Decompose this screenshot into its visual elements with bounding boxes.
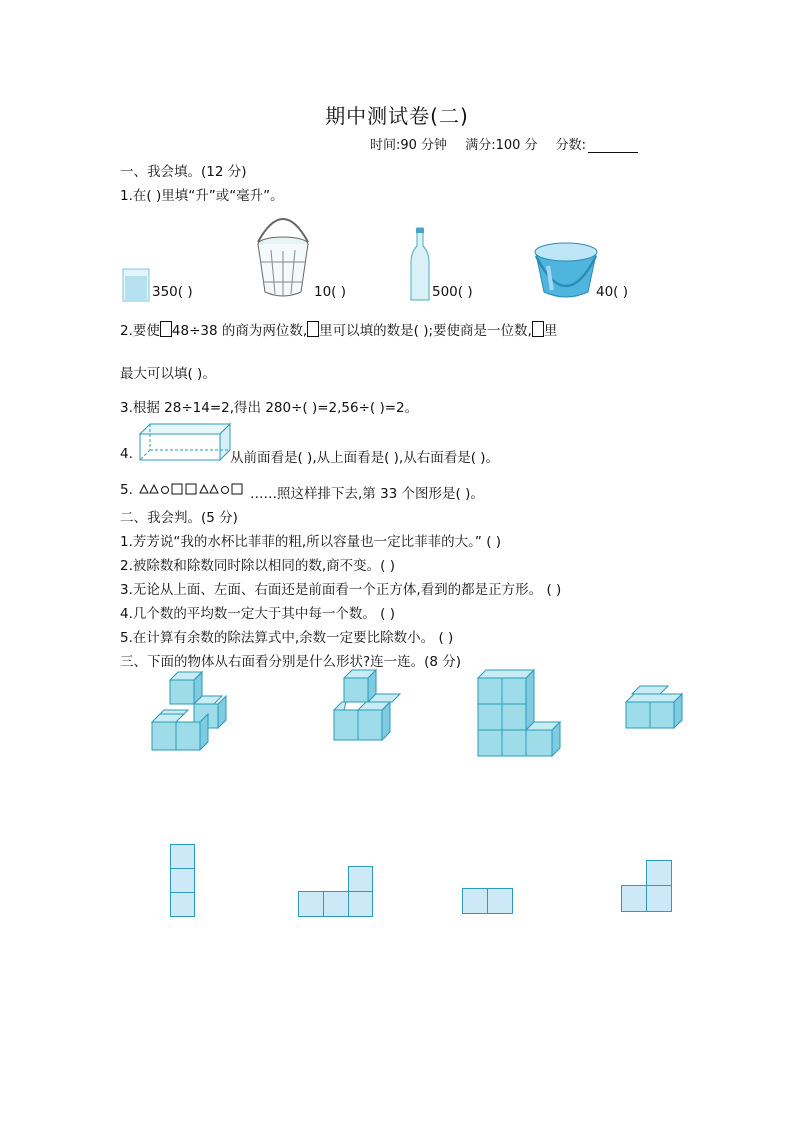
full-score: 满分:100 分 bbox=[465, 138, 538, 153]
cuboid-icon bbox=[140, 424, 230, 462]
q3-text: 3.根据 28÷14=2,得出 280÷( )=2,56÷( )=2。 bbox=[120, 400, 419, 416]
judge-item-5: 5.在计算有余数的除法算式中,余数一定要比除数小。 ( ) bbox=[120, 630, 454, 646]
judge-item-1: 1.芳芳说“我的水杯比菲菲的粗,所以容量也一定比菲菲的大。” ( ) bbox=[120, 534, 502, 550]
glass-icon bbox=[122, 268, 152, 302]
q2-post: 里可以填的数是( );要使商是一位数, bbox=[319, 323, 532, 339]
cube-object-4[interactable] bbox=[624, 686, 690, 734]
page-title: 期中测试卷(二) bbox=[325, 104, 469, 128]
exam-meta bbox=[370, 134, 652, 153]
circle-icon bbox=[222, 487, 229, 494]
q1-blank-2[interactable]: 10( ) bbox=[314, 284, 347, 300]
q1-blank-3[interactable]: 500( ) bbox=[432, 284, 473, 300]
circle-icon bbox=[162, 487, 169, 494]
q2-text-cont: 最大可以填( )。 bbox=[120, 366, 216, 382]
view-shape-2[interactable] bbox=[298, 866, 374, 918]
q2-text bbox=[120, 319, 557, 339]
square-icon bbox=[186, 484, 196, 494]
triangle-icon bbox=[150, 485, 158, 493]
cube-object-3[interactable] bbox=[476, 670, 568, 760]
square-icon bbox=[232, 484, 242, 494]
q5-number: 5. bbox=[120, 482, 133, 498]
judge-item-4: 4.几个数的平均数一定大于其中每一个数。 ( ) bbox=[120, 606, 395, 622]
q4-number: 4. bbox=[120, 446, 133, 462]
box-icon bbox=[160, 321, 172, 337]
q4-text: 从前面看是( ),从上面看是( ),从右面看是( )。 bbox=[230, 450, 500, 466]
q5-text: ……照这样排下去,第 33 个图形是( )。 bbox=[250, 486, 484, 502]
time-limit: 时间:90 分钟 bbox=[370, 138, 448, 153]
q1-blank-4[interactable]: 40( ) bbox=[596, 284, 629, 300]
score-blank[interactable] bbox=[588, 138, 638, 153]
view-shape-4[interactable] bbox=[621, 860, 673, 914]
triangle-icon bbox=[140, 485, 148, 493]
box-icon bbox=[532, 321, 544, 337]
pail-icon bbox=[532, 238, 600, 300]
section2-heading: 二、我会判。(5 分) bbox=[120, 510, 238, 526]
view-shape-1[interactable] bbox=[170, 844, 196, 918]
triangle-icon bbox=[210, 485, 218, 493]
section3-heading: 三、下面的物体从右面看分别是什么形状?连一连。(8 分) bbox=[120, 654, 462, 670]
cube-object-2[interactable] bbox=[332, 670, 408, 744]
cube-object-1[interactable] bbox=[150, 672, 240, 754]
judge-item-2: 2.被除数和除数同时除以相同的数,商不变。( ) bbox=[120, 558, 395, 574]
q1-blank-1[interactable]: 350( ) bbox=[152, 284, 193, 300]
box-icon bbox=[307, 321, 319, 337]
bottle-icon bbox=[410, 226, 430, 302]
score-label: 分数: bbox=[555, 138, 587, 153]
view-shape-3[interactable] bbox=[462, 888, 514, 916]
q2-mid: 48÷38 的商为两位数, bbox=[171, 323, 308, 339]
triangle-icon bbox=[200, 485, 208, 493]
q2-end: 里 bbox=[543, 323, 558, 339]
section1-heading: 一、我会填。(12 分) bbox=[120, 164, 247, 180]
q1-text: 1.在( )里填“升”或“毫升”。 bbox=[120, 188, 284, 204]
q2-pre: 2.要使 bbox=[120, 323, 160, 339]
judge-item-3: 3.无论从上面、左面、右面还是前面看一个正方体,看到的都是正方形。 ( ) bbox=[120, 582, 562, 598]
bucket-icon bbox=[252, 206, 314, 300]
square-icon bbox=[172, 484, 182, 494]
